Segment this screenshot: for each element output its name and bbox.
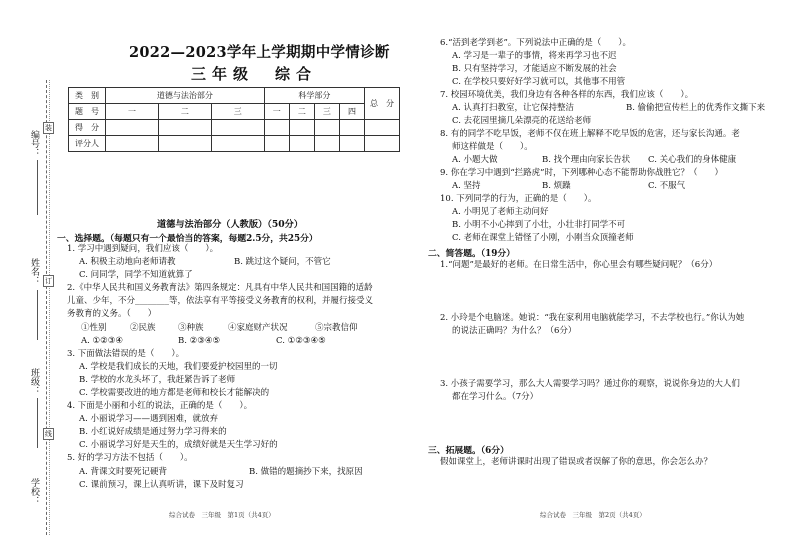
cell-num: 一	[106, 104, 159, 120]
question-line: 假如课堂上，老师讲课时出现了错误或者误解了你的意思，你会怎么办？	[440, 457, 713, 467]
option-line: A. 认真打扫教室，让它保持整洁	[452, 103, 575, 113]
question-line: 4. 下面是小丽和小红的说法，正确的是（ ）。	[67, 401, 253, 411]
blank-line-number	[37, 160, 38, 215]
cell-num: 四	[339, 104, 364, 120]
option-line: A. ①②③④	[81, 336, 124, 346]
score-cell[interactable]	[314, 120, 339, 136]
question-line: 2.《中华人民共和国义务教育法》第四条规定：凡具有中华人民共和国国籍的适龄	[67, 283, 373, 293]
option-line: B. 学校的水龙头坏了，我赶紧告诉了老师	[79, 375, 236, 385]
option-line: A. 积极主动地向老师请教	[79, 257, 176, 267]
question-line: 1.“问题”是最好的老师。在日常生活中，你心里会有哪些疑问呢？（6分）	[440, 260, 718, 270]
binding-line	[46, 80, 47, 535]
cell-science: 科学部分	[264, 88, 364, 104]
option-line: A. 背课文时要死记硬背	[79, 467, 168, 477]
dash-label-1: 装	[45, 124, 52, 132]
cell-type: 类 别	[69, 88, 106, 104]
option-line: ③种族	[178, 323, 204, 333]
section-2-title: 二、简答题。（19分）	[428, 249, 516, 259]
score-cell[interactable]	[365, 120, 400, 136]
question-line: 的说法正确吗？为什么？（6分）	[452, 326, 577, 336]
score-cell[interactable]	[289, 120, 314, 136]
option-line: C. 在学校只要好好学习就可以，其他事不用管	[452, 77, 626, 87]
cell-num: 二	[158, 104, 211, 120]
page-footer-left: 综合试卷 三年级 第1页（共4页）	[169, 511, 275, 519]
cell-total: 总 分	[365, 88, 400, 120]
question-line: 儿童、少年，不分________等，依法享有平等接受义务教育的权利，并履行接受义	[67, 296, 374, 306]
page-footer-right: 综合试卷 三年级 第2页（共4页）	[540, 511, 646, 519]
cell-question: 题 号	[69, 104, 106, 120]
option-line: ④家庭财产状况	[228, 323, 288, 333]
section-1-title: 一、选择题。（每题只有一个最恰当的答案，每题2.5分，共25分）	[57, 234, 318, 244]
binding-line-inner	[49, 80, 50, 535]
grader-cell[interactable]	[314, 136, 339, 152]
option-line: C. 不服气	[648, 181, 686, 191]
score-table	[68, 87, 400, 152]
cell-grader-label: 评分人	[69, 136, 106, 152]
question-line: 都在学习什么。（7分）	[452, 392, 539, 402]
label-name: 姓名：	[29, 258, 39, 285]
grader-cell[interactable]	[365, 136, 400, 152]
option-line: C. 学校需要改进的地方都是老师和校长才能解决的	[79, 388, 270, 398]
cell-num: 一	[264, 104, 289, 120]
question-line: 8. 有的同学不吃早饭，老师不仅在班上解释不吃早饭的危害，还与家长沟通。老	[440, 129, 740, 139]
option-line: ②民族	[130, 323, 156, 333]
grader-cell[interactable]	[106, 136, 159, 152]
option-line: C. ①②③④⑤	[276, 336, 326, 346]
option-line: C. 去花园里摘几朵漂亮的花送给老师	[452, 116, 592, 126]
score-cell[interactable]	[158, 120, 211, 136]
option-line: C. 老师在课堂上错怪了小刚，小刚当众顶撞老师	[452, 233, 634, 243]
part-title: 道德与法治部分（人教版）（50分）	[157, 219, 303, 230]
score-cell[interactable]	[106, 120, 159, 136]
option-line: A. 学校是我们成长的天地，我们要爱护校园里的一切	[79, 362, 278, 372]
option-line: C. 问同学，同学不知道就算了	[79, 270, 193, 280]
question-line: 3. 下面做法错误的是（ ）。	[67, 349, 185, 359]
label-number: 编号：	[29, 130, 39, 157]
question-line: 5. 好的学习方法不包括（ ）。	[67, 453, 193, 463]
option-line: A. 小丽说学习——遇到困难，就放弃	[79, 414, 219, 424]
blank-line-name	[37, 290, 38, 340]
option-line: B. 找个理由向家长告状	[542, 155, 631, 165]
option-line: B. 只有坚持学习，才能适应不断发展的社会	[452, 64, 617, 74]
question-line: 7. 校园环境优美，我们身边有各种各样的东西，我们应该（ ）。	[440, 90, 694, 100]
page-subtitle: 三年级 综合	[191, 65, 318, 83]
score-cell[interactable]	[264, 120, 289, 136]
grader-cell[interactable]	[339, 136, 364, 152]
option-line: A. 学习是一辈子的事情，将来再学习也不迟	[452, 51, 617, 61]
option-line: B. 烦躁	[542, 181, 571, 191]
option-line: C. 小丽说学习好是天生的，成绩好就是天生学习好的	[79, 440, 278, 450]
option-line: A. 坚持	[452, 181, 481, 191]
question-line: 6.“活到老学到老”。下列说法中正确的是（ ）。	[440, 38, 632, 48]
label-school: 学校：	[29, 478, 39, 505]
option-line: C. 关心我们的身体健康	[648, 155, 737, 165]
grader-cell[interactable]	[211, 136, 264, 152]
label-class: 班级：	[29, 368, 39, 395]
question-line: 务教育的义务。（ ）	[67, 309, 157, 319]
cell-moral: 道德与法治部分	[106, 88, 265, 104]
grader-cell[interactable]	[158, 136, 211, 152]
question-line: 师这样做是（ ）。	[452, 142, 533, 152]
option-line: C. 课前预习，课上认真听讲，课下及时复习	[79, 480, 244, 490]
question-line: 3. 小孩子需要学习，那么大人需要学习吗？通过你的观察，说说你身边的大人们	[440, 379, 740, 389]
cell-num: 三	[314, 104, 339, 120]
section-3-title: 三、拓展题。（6分）	[428, 446, 509, 456]
option-line: A. 小明见了老师主动问好	[452, 207, 549, 217]
cell-num: 二	[289, 104, 314, 120]
question-line: 10. 下列同学的行为，正确的是（ ）。	[440, 194, 597, 204]
option-line: ①性别	[81, 323, 107, 333]
option-line: ⑤宗教信仰	[315, 323, 358, 333]
page-title: 2022—2023学年上学期期中学情诊断	[129, 44, 390, 61]
question-line: 9. 你在学习中遇到“拦路虎”时，下列哪种心态不能帮助你战胜它？（ ）	[440, 168, 724, 178]
option-line: B. 小明不小心摔到了小壮，小壮非打同学不可	[452, 220, 626, 230]
dash-label-3: 线	[45, 430, 52, 438]
option-line: B. 跳过这个疑问，不管它	[234, 257, 331, 267]
dash-label-2: 订	[45, 277, 52, 285]
cell-num: 三	[211, 104, 264, 120]
grader-cell[interactable]	[289, 136, 314, 152]
option-line: B. 做错的题摘抄下来，找原因	[249, 467, 363, 477]
blank-line-class	[37, 398, 38, 448]
score-cell[interactable]	[339, 120, 364, 136]
option-line: B. 偷偷把宣传栏上的优秀作文撕下来	[626, 103, 766, 113]
grader-cell[interactable]	[264, 136, 289, 152]
question-line: 2. 小玲是个电脑迷。她说：“我在家利用电脑就能学习，不去学校也行。”你认为她	[440, 313, 745, 323]
question-line: 1. 学习中遇到疑问，我们应该（ ）。	[67, 244, 219, 254]
option-line: A. 小题大做	[452, 155, 498, 165]
option-line: B. ②③④⑤	[178, 336, 221, 346]
score-cell[interactable]	[211, 120, 264, 136]
option-line: B. 小红说好成绩是通过努力学习得来的	[79, 427, 227, 437]
cell-score-label: 得 分	[69, 120, 106, 136]
